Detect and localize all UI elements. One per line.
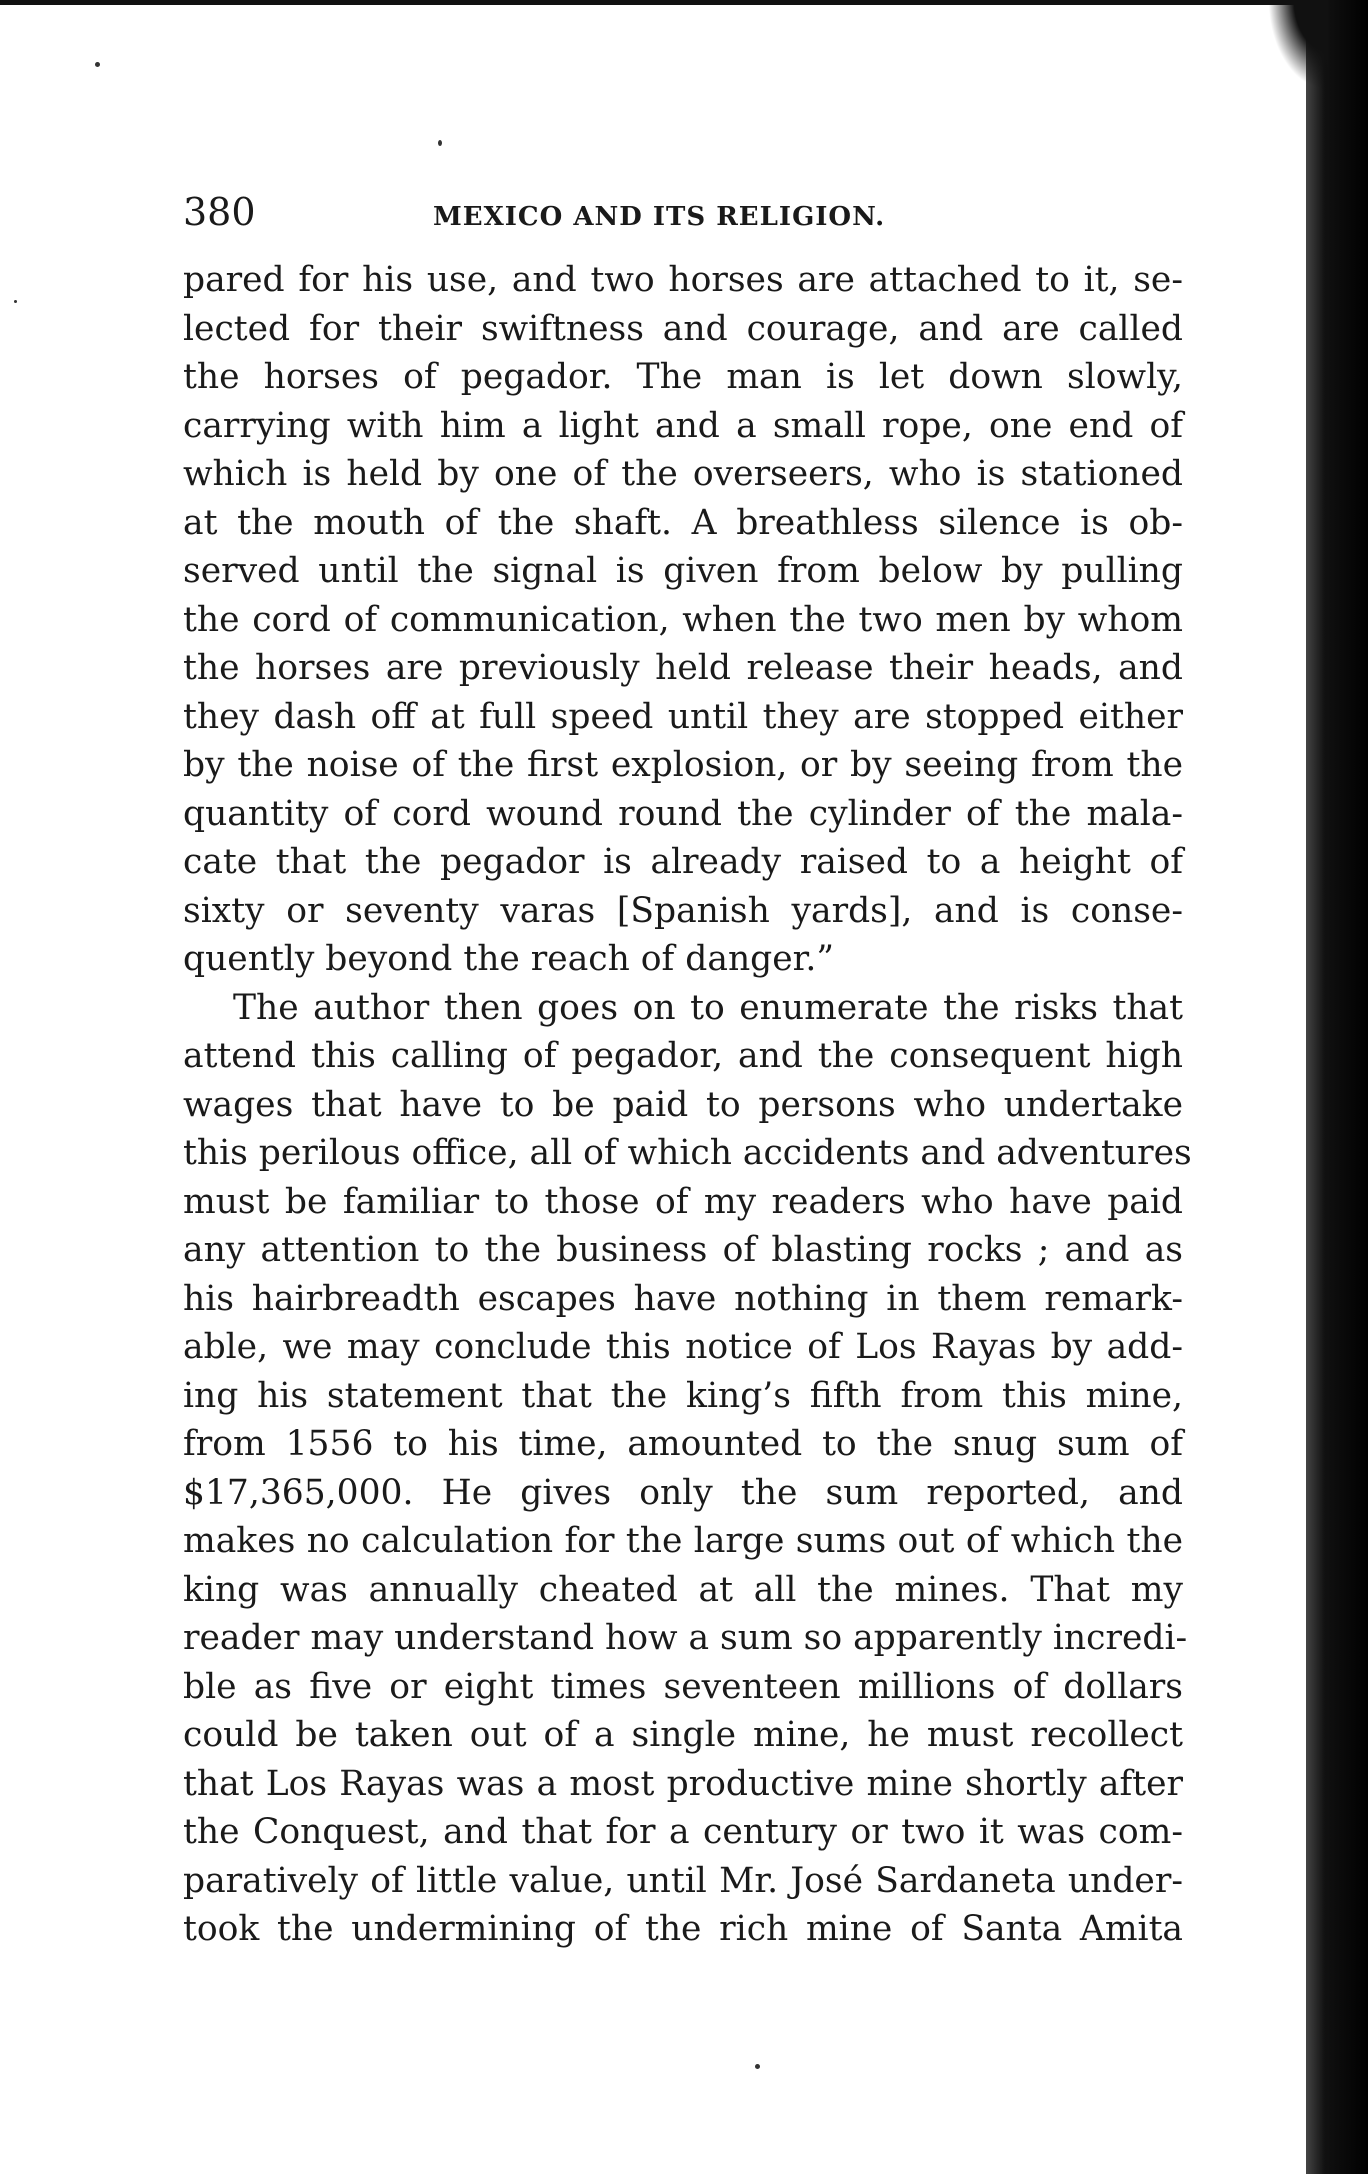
- text-line: the horses are previously held release their heads, and: [183, 648, 1183, 688]
- text-line: quently beyond the reach of danger.”: [183, 939, 834, 979]
- ink-speck: [14, 300, 17, 303]
- text-line: reader may understand how a sum so apparently incredi-: [183, 1618, 1188, 1658]
- running-title: MEXICO AND ITS RELIGION.: [433, 202, 886, 232]
- text-line: pared for his use, and two horses are attached to it, se-: [183, 260, 1183, 300]
- body-text: [183, 256, 1192, 1954]
- text-line: any attention to the business of blasting rocks ; and as: [183, 1230, 1183, 1270]
- text-line: must be familiar to those of my readers who have paid: [183, 1181, 1183, 1222]
- text-line: ble as five or eight times seventeen millions of dollars: [183, 1666, 1183, 1707]
- text-line: the horses of pegador. The man is let down slowly,: [183, 357, 1183, 397]
- text-line: his hairbreadth escapes have nothing in them remark-: [183, 1278, 1183, 1319]
- text-line: served until the signal is given from below by pulling: [183, 551, 1183, 591]
- text-line: sixty or seventy varas [Spanish yards], and is conse-: [183, 890, 1183, 931]
- running-head: [183, 190, 1183, 246]
- text-line: from 1556 to his time, amounted to the snug sum of: [183, 1424, 1183, 1464]
- text-line: that Los Rayas was a most productive mine shortly after: [183, 1763, 1183, 1804]
- paragraph-first-line: The author then goes on to enumerate the risks that: [233, 987, 1183, 1028]
- text-line: quantity of cord wound round the cylinder of the mala-: [183, 793, 1183, 834]
- ink-speck: [755, 2064, 760, 2069]
- text-line: makes no calculation for the large sums out of which the: [183, 1521, 1183, 1561]
- text-line: took the undermining of the rich mine of Santa Amita: [183, 1909, 1183, 1949]
- text-line: the Conquest, and that for a century or two it was com-: [183, 1812, 1183, 1852]
- text-line: king was annually cheated at all the mines. That my: [183, 1569, 1183, 1610]
- text-line: at the mouth of the shaft. A breathless silence is ob-: [183, 502, 1183, 543]
- text-line: which is held by one of the overseers, who is stationed: [183, 454, 1183, 494]
- text-line: this perilous office, all of which accidents and adventures: [183, 1133, 1192, 1173]
- text-line: carrying with him a light and a small rope, one end of: [183, 405, 1183, 446]
- text-line: they dash off at full speed until they are stopped either: [183, 696, 1183, 737]
- top-edge-rule: [0, 0, 1300, 5]
- text-line: could be taken out of a single mine, he must recollect: [183, 1715, 1183, 1755]
- text-line: the cord of communication, when the two men by whom: [183, 599, 1183, 640]
- text-line: $17,365,000. He gives only the sum reported, and: [183, 1472, 1183, 1513]
- text-line: paratively of little value, until Mr. José Sardaneta under-: [183, 1860, 1183, 1901]
- book-page: [183, 190, 1192, 1954]
- ink-speck: [438, 140, 442, 146]
- text-line: ing his statement that the king’s fifth from this mine,: [183, 1375, 1183, 1416]
- page-number: 380: [183, 190, 256, 234]
- page-right-edge-shadow: [1306, 0, 1368, 2174]
- text-line: lected for their swiftness and courage, and are called: [183, 308, 1183, 349]
- text-line: able, we may conclude this notice of Los Rayas by add-: [183, 1327, 1183, 1367]
- page-corner-curl: [1268, 0, 1328, 90]
- text-line: wages that have to be paid to persons who undertake: [183, 1084, 1183, 1125]
- ink-speck: [95, 62, 100, 67]
- text-line: attend this calling of pegador, and the consequent high: [183, 1036, 1183, 1076]
- text-line: cate that the pegador is already raised to a height of: [183, 842, 1183, 882]
- text-line: by the noise of the first explosion, or by seeing from the: [183, 745, 1183, 785]
